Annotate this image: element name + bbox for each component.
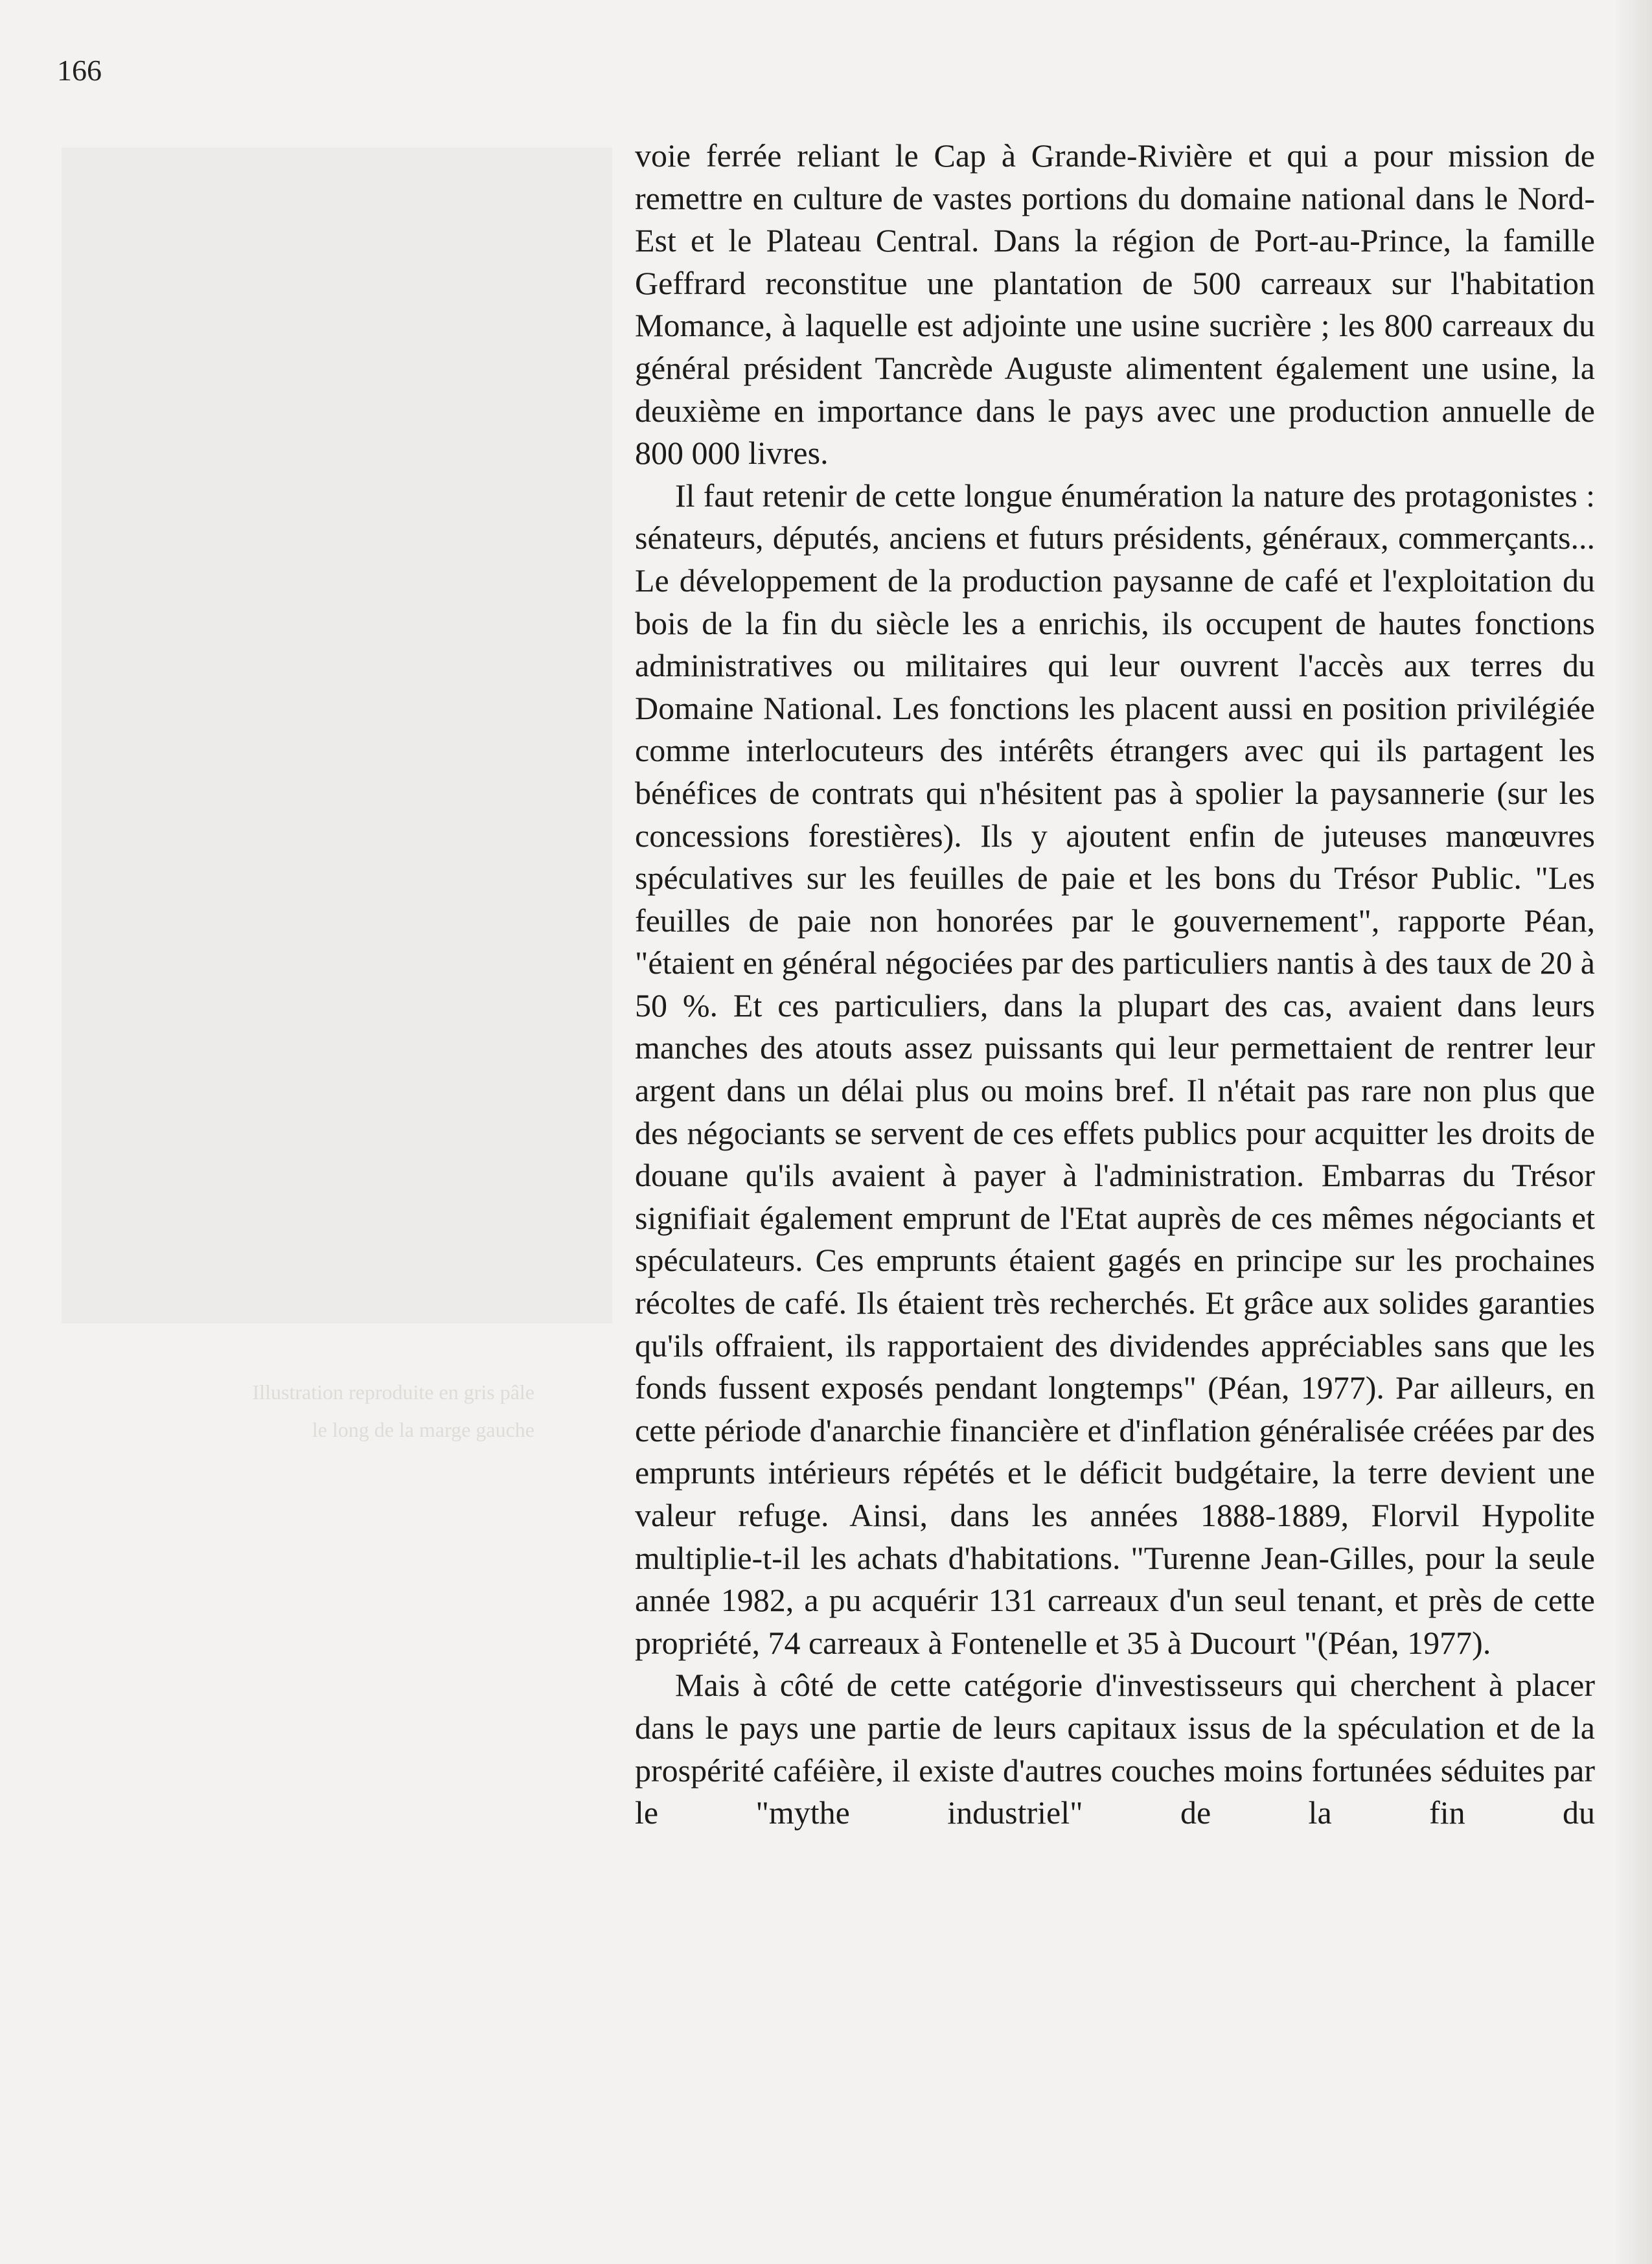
paragraph-protagonists: Il faut retenir de cette longue énumération la nature des protagonistes : sénateurs, députés, anciens et futurs présidents, généraux, commerçants... Le développement de la production paysanne de café et l'exploitation du bois de la fin du siècle les a enrichis, ils occupent de hautes fonctions administratives ou militaires qui leur ouvrent l'accès aux terres du Domaine National. Les fonctions les placent aussi en position privilégiée comme interlocuteurs des intérêts étrangers avec qui ils partagent les bénéfices de contrats qui n'hésitent pas à spolier la paysannerie (sur les concessions forestières). Ils y ajoutent enfin de juteuses manœuvres spéculatives sur les feuilles de paie et les bons du Trésor Public. "Les feuilles de paie non honorées par le gouvernement", rapporte Péan, "étaient en général négociées par des particuliers nantis à des taux de 20 à 50 %. Et ces particuliers, dans la plupart des cas, avaient dans leurs manches des atouts assez puissants qui leur permettaient de rentrer leur argent dans un délai plus ou moins bref. Il n'était pas rare non plus que des négociants se servent de ces effets publics pour acquitter les droits de douane qu'ils avaient à payer à l'administration. Embarras du Trésor signifiait également emprunt de l'Etat auprès de ces mêmes négociants et spéculateurs. Ces emprunts étaient gagés en principe sur les prochaines récoltes de café. Ils étaient très recherchés. Et grâce aux solides garanties qu'ils offraient, ils rapportaient des dividendes appréciables sans que les fonds fussent exposés pendant longtemps" (Péan, 1977). Par ailleurs, en cette période d'anarchie financière et d'inflation généralisée créées par des emprunts intérieurs répétés et le déficit budgétaire, la terre devient une valeur refuge. Ainsi, dans les années 1888-1889, Florvil Hypolite multiplie-t-il les achats d'habitations. "Turenne Jean-Gilles, pour la seule année 1982, a pu acquérir 131 carreaux d'un seul tenant, et près de cette propriété, 74 carreaux à Fontenelle et 35 à Ducourt "(Péan, 1977). xyxy=(635,477,1595,1661)
faded-caption-line: Illustration reproduite en gris pâle xyxy=(252,1380,534,1404)
paragraph-investors: Mais à côté de cette catégorie d'investisseurs qui cherchent à placer dans le pays une partie de leurs capitaux issus de la spéculation et de la prospérité caféière, il existe d'autres couches moins fortunées séduites par le "mythe industriel" de la fin du xyxy=(635,1667,1595,1831)
faded-caption-line: le long de la marge gauche xyxy=(312,1418,534,1441)
page-edge-shadow xyxy=(1613,0,1652,2264)
faded-caption xyxy=(62,1373,534,1448)
page-number: 166 xyxy=(57,54,102,87)
paragraph-continued: voie ferrée reliant le Cap à Grande-Rivière et qui a pour mission de remettre en culture de vastes portions du domaine national dans le Nord-Est et le Plateau Central. Dans la région de Port-au-Prince, la famille Geffrard reconstitue une plantation de 500 carreaux sur l'habitation Momance, à laquelle est adjointe une usine sucrière ; les 800 carreaux du général président Tancrède Auguste alimentent également une usine, la deuxième en importance dans le pays avec une production annuelle de 800 000 livres. xyxy=(635,137,1595,472)
body-text xyxy=(635,135,1595,1835)
faded-illustration xyxy=(62,148,612,1323)
